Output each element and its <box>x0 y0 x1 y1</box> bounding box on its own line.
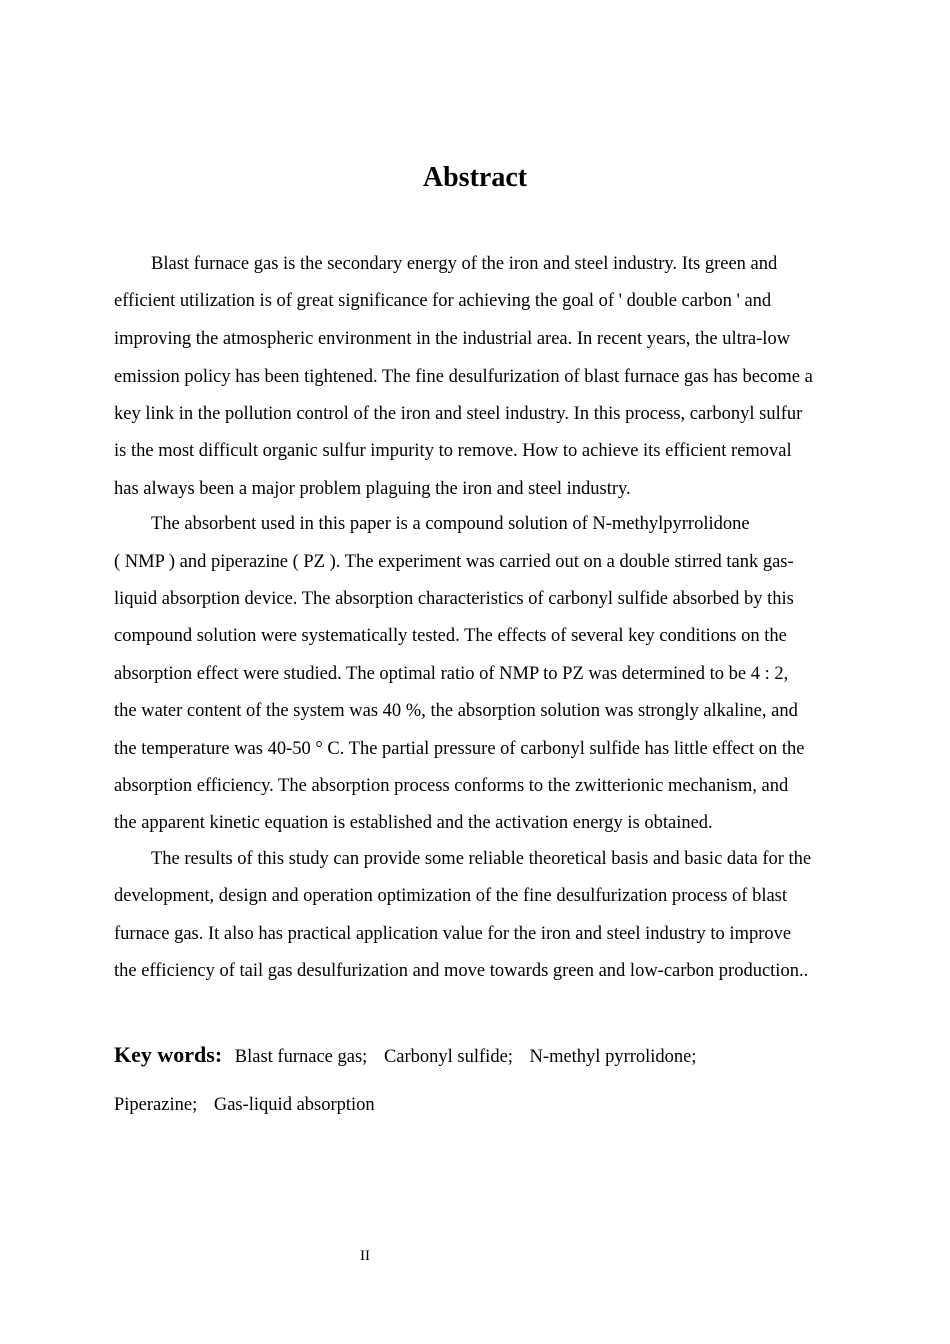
paragraph-1-line: has always been a major problem plaguing the iron and steel industry. <box>114 479 631 499</box>
keywords-label: Key words: <box>114 1042 223 1067</box>
keyword: Carbonyl sulfide; <box>383 1047 513 1067</box>
paragraph-2-line: compound solution were systematically tested. The effects of several key conditions on the <box>114 626 787 646</box>
keyword: Piperazine; <box>114 1095 198 1115</box>
paragraph-2-line: the water content of the system was 40 %, the absorption solution was strongly alkaline, and <box>114 701 798 721</box>
paragraph-2-line: The absorbent used in this paper is a compound solution of N-methylpyrrolidone <box>151 514 750 534</box>
paragraph-2-line: absorption effect were studied. The optimal ratio of NMP to PZ was determined to be 4 : 2, <box>114 664 789 684</box>
paragraph-1-line: is the most difficult organic sulfur impurity to remove. How to achieve its efficient removal <box>114 441 792 461</box>
paragraph-1-line: key link in the pollution control of the iron and steel industry. In this process, carbonyl sulfur <box>114 404 803 424</box>
paragraph-1-line: emission policy has been tightened. The fine desulfurization of blast furnace gas has become a <box>114 367 813 387</box>
paragraph-2-line: liquid absorption device. The absorption characteristics of carbonyl sulfide absorbed by this <box>114 589 794 609</box>
paragraph-2-line: ( NMP ) and piperazine ( PZ ). The experiment was carried out on a double stirred tank gas- <box>114 552 794 572</box>
paragraph-3-line: development, design and operation optimization of the fine desulfurization process of blast <box>114 886 788 906</box>
paragraph-3-line: The results of this study can provide some reliable theoretical basis and basic data for the <box>151 849 812 869</box>
paragraph-1-line: improving the atmospheric environment in the industrial area. In recent years, the ultra-low <box>114 329 791 349</box>
paragraph-2-line: the temperature was 40-50 ° C. The partial pressure of carbonyl sulfide has little effect on the <box>114 739 805 759</box>
paragraph-3-line: the efficiency of tail gas desulfurization and move towards green and low-carbon production.. <box>114 961 809 981</box>
keywords-line <box>114 1043 709 1069</box>
keywords-line <box>114 1093 387 1117</box>
keyword: Blast furnace gas; <box>234 1047 368 1067</box>
page-number: II <box>360 1248 370 1264</box>
keyword: Gas-liquid absorption <box>213 1095 375 1115</box>
paragraph-3-line: furnace gas. It also has practical application value for the iron and steel industry to improve <box>114 924 792 944</box>
paragraph-2-line: absorption efficiency. The absorption process conforms to the zwitterionic mechanism, and <box>114 776 789 796</box>
paragraph-1-line: efficient utilization is of great significance for achieving the goal of ' double carbon ' and <box>114 291 772 311</box>
paragraph-1-line: Blast furnace gas is the secondary energy of the iron and steel industry. Its green and <box>151 254 778 274</box>
paragraph-2-line: the apparent kinetic equation is established and the activation energy is obtained. <box>114 813 713 833</box>
page-title: Abstract <box>422 162 528 193</box>
keyword: N-methyl pyrrolidone; <box>529 1047 697 1067</box>
